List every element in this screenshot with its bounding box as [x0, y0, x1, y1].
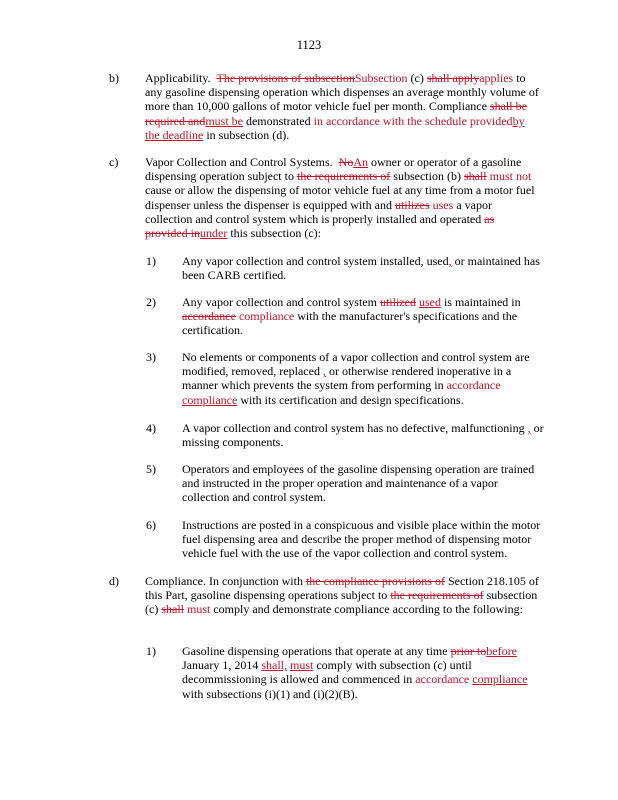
item-c5-text: Operators and employees of the gasoline dispensing operation are trained and instructed in the proper operation and maintenance of a vapor collection and control system.: [182, 462, 535, 505]
deleted-text: utilized: [379, 295, 416, 309]
section-d-label: d): [109, 574, 119, 588]
item-c3-label: 3): [146, 350, 156, 364]
item-d1-text: Gasoline dispensing operations that operate at any time prior tobefore January 1, 2014 shall, must comply with subsection (c) until decommissioning is allowed and commenced in accordance compliance with subsections (i)(1) and (i)(2)(B).: [182, 644, 528, 701]
page-number: 1123: [296, 38, 322, 52]
section-b-text: Applicability. The provisions of subsectionSubsection (c) shall applyapplies to any gasoline dispensing operation which dispenses an average monthly volume of more than 10,000 gallons of motor vehicle fuel per month. Compliance shall be required andmust be demonstrated in accordance with the schedule providedby the deadline in subsection (d).: [145, 71, 539, 142]
inserted-text: ,: [322, 364, 326, 379]
inserted-text: by the deadline: [145, 113, 525, 142]
inserted-text: compliance: [472, 672, 528, 687]
section-b-label: b): [109, 71, 119, 85]
item-c3-text: No elements or components of a vapor collection and control system are modified, removed, replaced , or otherwise rendered inoperative in a manner which prevents the system from performing in accordance compliance with its certification and design specifications.: [182, 350, 530, 407]
inserted-text: compliance: [182, 392, 238, 407]
inserted-text: under: [200, 226, 228, 241]
deleted-text: The provisions of subsection: [216, 71, 355, 85]
item-c1-text: Any vapor collection and control system installed, used, or maintained has been CARB certified.: [182, 254, 540, 283]
inserted-text: must not: [489, 169, 532, 184]
inserted-text: must: [187, 602, 211, 617]
item-d1-label: 1): [146, 644, 156, 658]
item-c2-text: Any vapor collection and control system utilized used is maintained in accordance compliance with the manufacturer's specifications and the certification.: [182, 295, 521, 338]
item-c1-label: 1): [146, 254, 156, 268]
item-c2-label: 2): [146, 295, 156, 309]
inserted-text: uses: [432, 197, 454, 212]
section-c-heading: Vapor Collection and Control Systems.: [145, 155, 333, 169]
deleted-text: as provided in: [145, 211, 495, 241]
deleted-text: shall: [463, 169, 487, 184]
inserted-text: compliance: [238, 309, 295, 324]
section-c-text: Vapor Collection and Control Systems. NoAn owner or operator of a gasoline dispensing operation subject to the requirements of subsection (b) shall must not cause or allow the dispensing of motor vehicle fuel at any time from a motor fuel dispenser unless the dispenser is equipped with and utilizes uses a vapor collection and control system which is properly installed and operated as provided inunder this subsection (c):: [145, 155, 535, 241]
inserted-text: ,: [527, 421, 531, 435]
deleted-text: accordance: [182, 309, 236, 324]
section-d-heading: Compliance.: [145, 574, 206, 588]
inserted-text: shall,: [261, 658, 287, 673]
deleted-text: the compliance provisions of: [305, 574, 445, 588]
item-c5-label: 5): [146, 462, 156, 476]
item-c4-label: 4): [146, 421, 156, 435]
inserted-text: An: [353, 155, 368, 169]
inserted-text: Subsection: [354, 71, 408, 85]
deleted-text: utilizes: [394, 197, 430, 212]
inserted-text: must: [290, 658, 314, 673]
deleted-text: shall: [161, 602, 184, 617]
inserted-text: ,: [448, 254, 452, 268]
inserted-text: accordance: [415, 672, 470, 687]
inserted-text: accordance: [446, 378, 501, 393]
inserted-text: applies: [479, 71, 514, 85]
inserted-text: in accordance with the schedule provided: [313, 113, 513, 128]
deleted-text: shall apply: [426, 71, 480, 85]
deleted-text: the requirements of: [390, 588, 484, 603]
section-b-heading: Applicability.: [145, 71, 211, 85]
inserted-text: before: [486, 644, 517, 658]
item-c4-text: A vapor collection and control system has no defective, malfunctioning , or missing components.: [182, 421, 544, 450]
item-c6-text: Instructions are posted in a conspicuous and visible place within the motor fuel dispensing area and describe the proper method of dispensing motor vehicle fuel with the use of the vapor collection and control system.: [182, 518, 541, 561]
section-c-label: c): [109, 155, 119, 169]
inserted-text: must be: [205, 113, 243, 128]
deleted-text: shall be required and: [145, 99, 527, 128]
item-c6-label: 6): [146, 518, 156, 532]
deleted-text: No: [338, 155, 354, 169]
section-d-text: Compliance. In conjunction with the compliance provisions of Section 218.105 of this Part, gasoline dispensing operations subject to the requirements of subsection (c) shall must comply and demonstrate compliance according to the following:: [145, 574, 539, 617]
deleted-text: prior to: [450, 644, 487, 658]
inserted-text: used: [418, 295, 441, 309]
deleted-text: the requirements of: [296, 169, 391, 184]
